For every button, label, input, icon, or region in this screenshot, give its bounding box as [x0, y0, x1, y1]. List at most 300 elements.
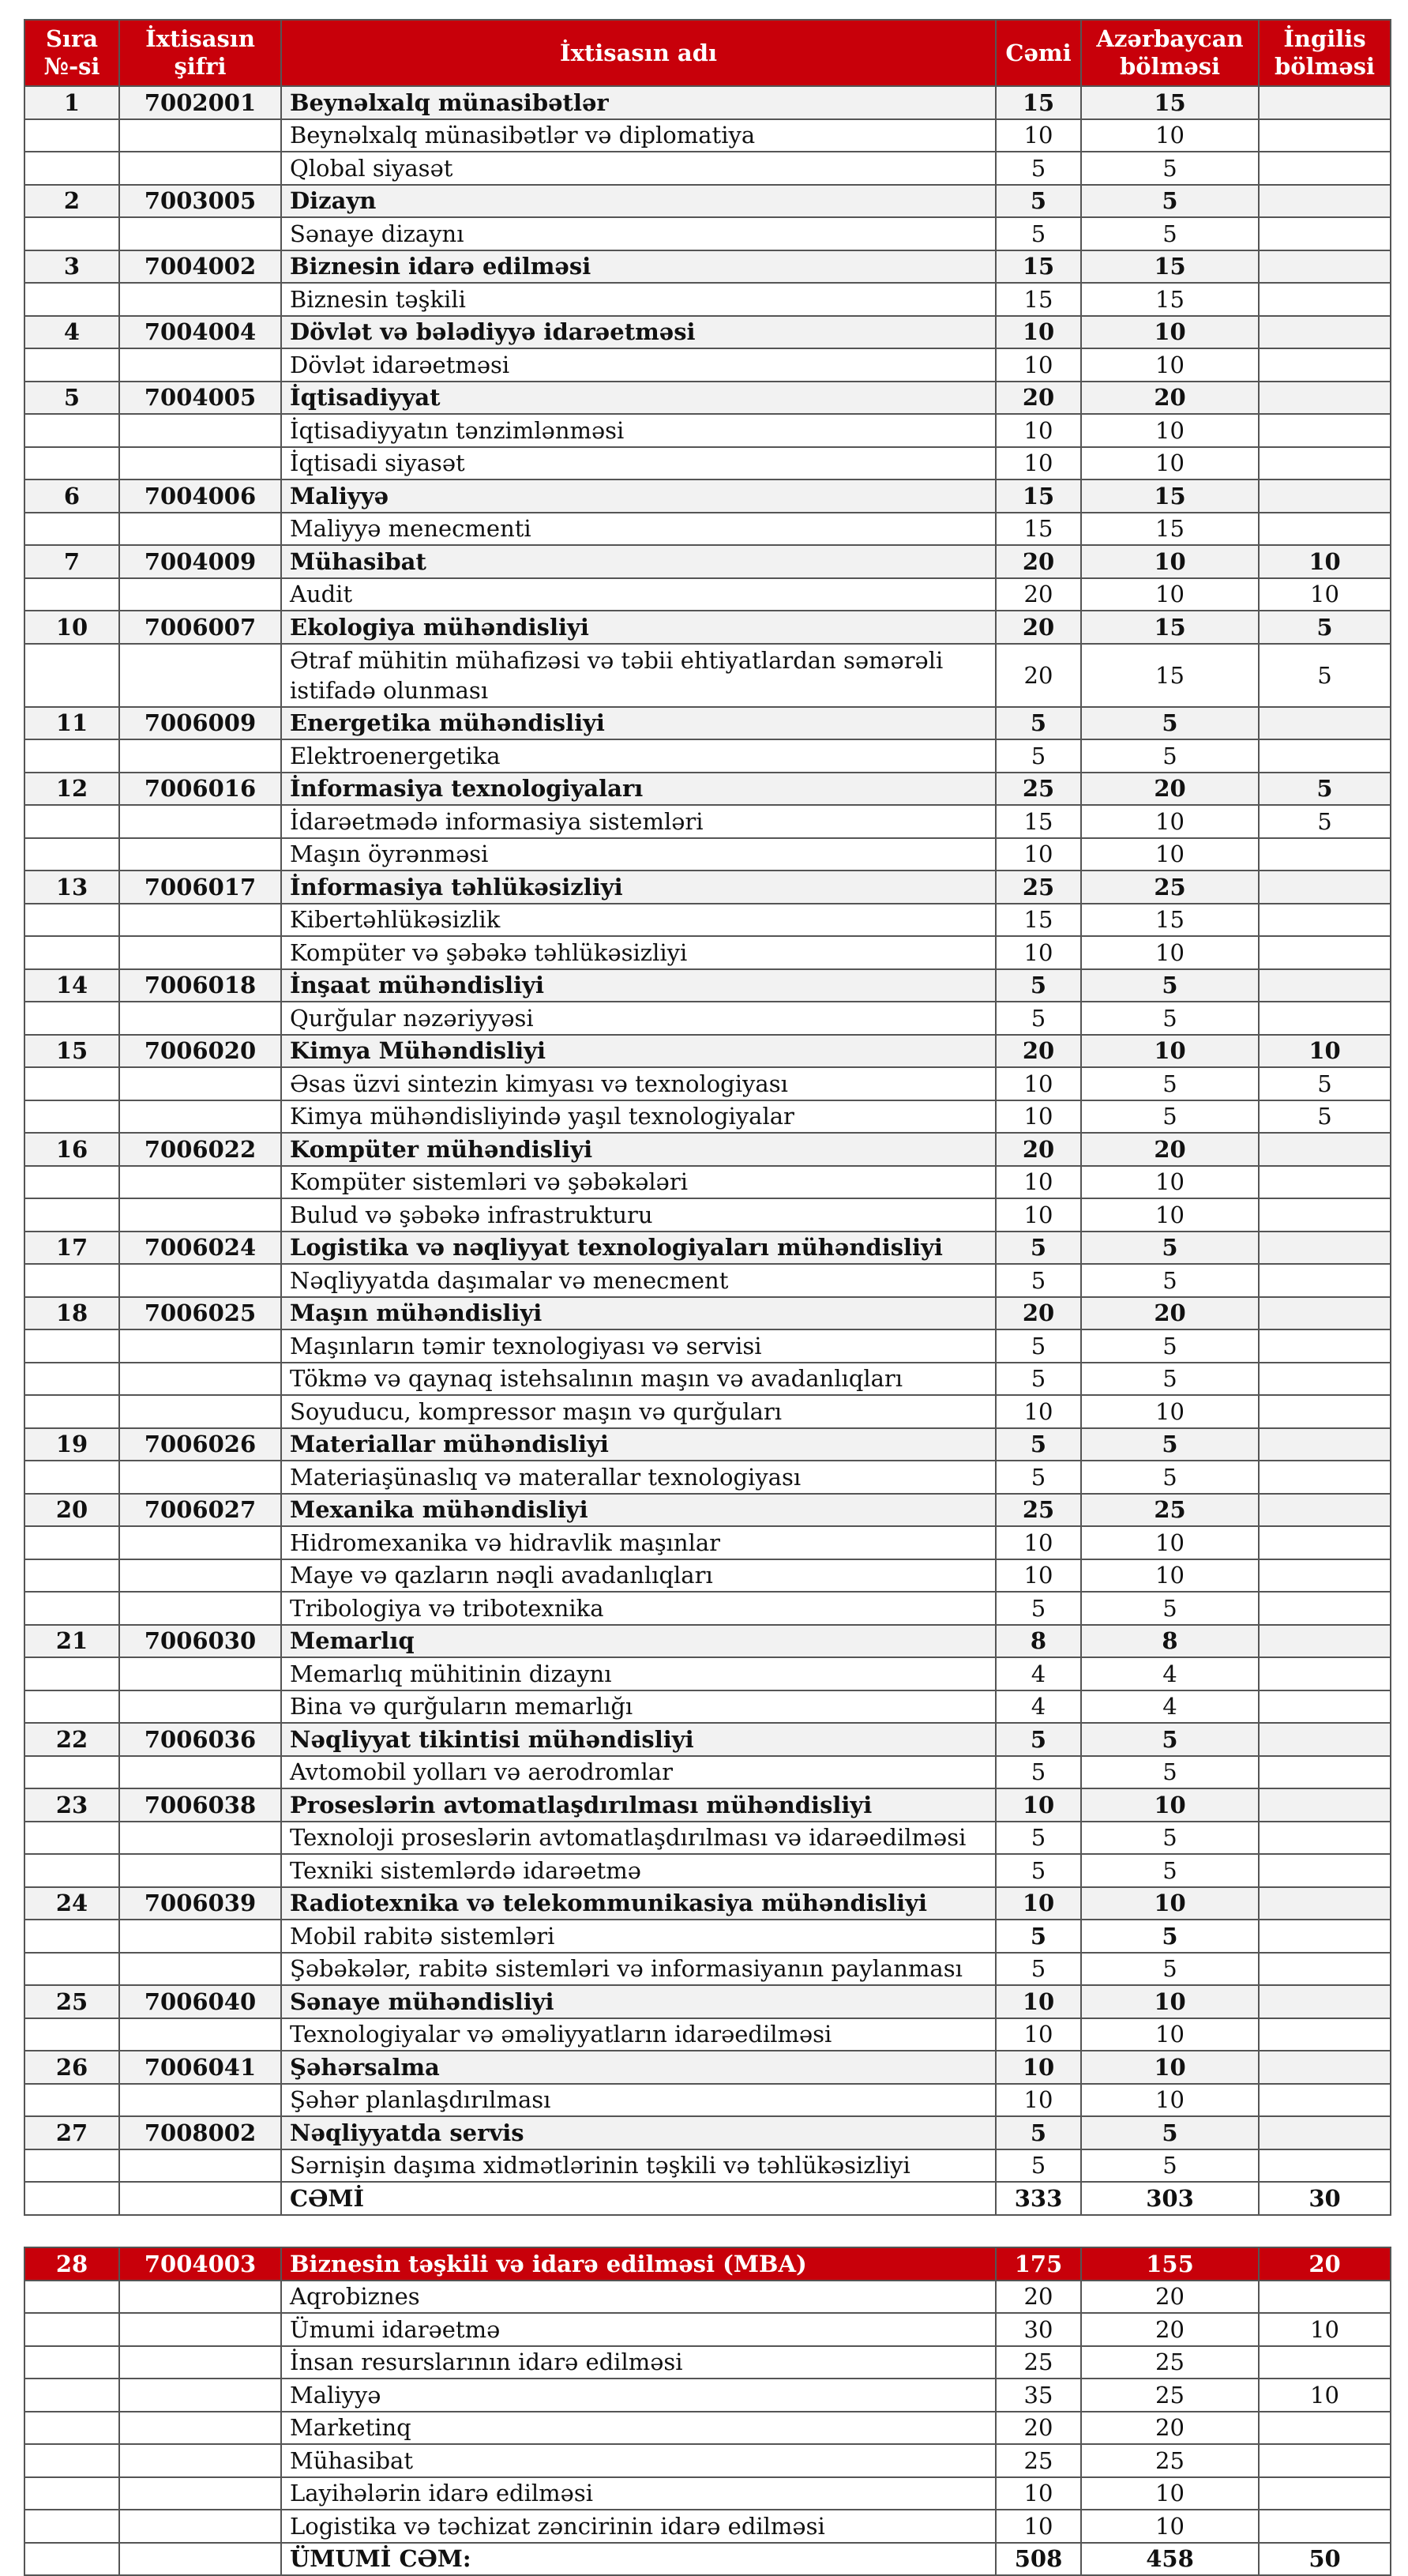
specialty-code-cell: 7006007 — [119, 611, 281, 644]
azerbaijani-section-cell: 5 — [1081, 1428, 1259, 1461]
specialty-name-cell: Ümumi idarəetmə — [281, 2313, 996, 2346]
specialization-row — [24, 1822, 1391, 1855]
english-section-cell — [1259, 904, 1391, 937]
total-cell: 20 — [996, 382, 1081, 415]
azerbaijani-section-cell: 8 — [1081, 1625, 1259, 1658]
specialty-name-cell: İqtisadi siyasət — [281, 447, 996, 480]
english-section-cell — [1259, 1625, 1391, 1658]
specialty-name-cell: Şəhər planlaşdırılması — [281, 2084, 996, 2117]
english-section-cell — [1259, 217, 1391, 250]
specialty-code-cell: 7008002 — [119, 2116, 281, 2149]
specialty-row — [24, 707, 1391, 740]
azerbaijani-section-cell: 10 — [1081, 447, 1259, 480]
specialty-name-cell: Maliyyə — [281, 479, 996, 513]
row-number-cell — [24, 1854, 119, 1887]
total-cell: 175 — [996, 2247, 1081, 2281]
total-row — [24, 2543, 1391, 2576]
specialty-code-cell: 7006036 — [119, 1723, 281, 1756]
total-cell: 20 — [996, 545, 1081, 578]
specialty-code-cell — [119, 1461, 281, 1494]
specialty-code-cell — [119, 1559, 281, 1593]
total-cell: 5 — [996, 1329, 1081, 1363]
specialty-row — [24, 1494, 1391, 1527]
specialty-code-cell: 7003005 — [119, 185, 281, 218]
specialization-row — [24, 414, 1391, 447]
azerbaijani-section-cell: 5 — [1081, 1264, 1259, 1297]
row-number-cell — [24, 414, 119, 447]
row-number-cell — [24, 513, 119, 546]
english-section-cell — [1259, 479, 1391, 513]
specialty-code-cell — [119, 2149, 281, 2183]
specialization-row — [24, 2149, 1391, 2183]
specialty-name-cell: Maşın mühəndisliyi — [281, 1297, 996, 1330]
english-section-cell: 30 — [1259, 2182, 1391, 2215]
specialty-row — [24, 185, 1391, 218]
specialization-row — [24, 1920, 1391, 1953]
total-cell: 5 — [996, 1592, 1081, 1625]
specialty-name-cell: Memarlıq — [281, 1625, 996, 1658]
specialty-code-cell — [119, 2018, 281, 2051]
azerbaijani-section-cell: 20 — [1081, 773, 1259, 806]
specialty-code-cell: 7004003 — [119, 2247, 281, 2281]
row-number-cell — [24, 2346, 119, 2379]
specialty-name-cell: Kibertəhlükəsizlik — [281, 904, 996, 937]
specialty-code-cell — [119, 1953, 281, 1986]
specialization-row — [24, 1198, 1391, 1232]
specialty-name-cell: Dövlət idarəetməsi — [281, 348, 996, 382]
specialty-code-cell: 7004009 — [119, 545, 281, 578]
azerbaijani-section-cell: 10 — [1081, 578, 1259, 611]
azerbaijani-section-cell: 25 — [1081, 2379, 1259, 2412]
specialty-code-cell: 7006017 — [119, 871, 281, 904]
specialty-code-cell — [119, 2346, 281, 2379]
specialty-code-cell — [119, 1526, 281, 1559]
specialty-code-cell — [119, 1822, 281, 1855]
total-cell: 25 — [996, 773, 1081, 806]
row-number-cell — [24, 152, 119, 185]
specialty-name-cell: Memarlıq mühitinin dizaynı — [281, 1657, 996, 1690]
specialty-code-cell — [119, 1690, 281, 1724]
total-cell: 5 — [996, 1363, 1081, 1396]
section-gap — [24, 2215, 1391, 2248]
azerbaijani-section-cell: 10 — [1081, 1887, 1259, 1920]
azerbaijani-section-cell: 5 — [1081, 2149, 1259, 2183]
specialty-row — [24, 1985, 1391, 2018]
total-cell: 35 — [996, 2379, 1081, 2412]
row-number-cell — [24, 2084, 119, 2117]
english-section-cell: 5 — [1259, 1100, 1391, 1134]
specialty-name-cell: Layihələrin idarə edilməsi — [281, 2477, 996, 2510]
specialization-row — [24, 152, 1391, 185]
row-number-cell — [24, 1002, 119, 1035]
specialty-code-cell — [119, 1329, 281, 1363]
specialty-name-cell: Nəqliyyat tikintisi mühəndisliyi — [281, 1723, 996, 1756]
azerbaijani-section-cell: 5 — [1081, 1723, 1259, 1756]
specialty-name-cell: İnformasiya təhlükəsizliyi — [281, 871, 996, 904]
row-number-cell: 15 — [24, 1035, 119, 1068]
total-cell: 20 — [996, 1035, 1081, 1068]
specialization-row — [24, 1756, 1391, 1789]
row-number-cell: 22 — [24, 1723, 119, 1756]
total-cell: 15 — [996, 479, 1081, 513]
specialty-row — [24, 316, 1391, 349]
english-section-cell — [1259, 1329, 1391, 1363]
specialty-code-cell — [119, 1920, 281, 1953]
azerbaijani-section-cell: 20 — [1081, 1133, 1259, 1166]
specialty-name-cell: Marketinq — [281, 2412, 996, 2445]
english-section-cell — [1259, 969, 1391, 1002]
specialty-name-cell: Əsas üzvi sintezin kimyası və texnologiyası — [281, 1067, 996, 1100]
specialty-row — [24, 1723, 1391, 1756]
english-section-cell — [1259, 1297, 1391, 1330]
specialization-row — [24, 1166, 1391, 1199]
total-cell: 5 — [996, 739, 1081, 773]
specialty-code-cell: 7006026 — [119, 1428, 281, 1461]
azerbaijani-section-cell: 15 — [1081, 283, 1259, 316]
azerbaijani-section-cell: 15 — [1081, 611, 1259, 644]
specialty-name-cell: Şəbəkələr, rabitə sistemləri və informasiyanın paylanması — [281, 1953, 996, 1986]
specialization-row — [24, 348, 1391, 382]
header-row-number: Sıra №-si — [24, 20, 119, 86]
row-number-cell — [24, 1657, 119, 1690]
azerbaijani-section-cell: 15 — [1081, 86, 1259, 119]
specialty-name-cell: Maşın öyrənməsi — [281, 838, 996, 871]
specialization-row — [24, 2313, 1391, 2346]
specialty-row — [24, 86, 1391, 119]
english-section-cell: 10 — [1259, 545, 1391, 578]
english-section-cell: 10 — [1259, 2313, 1391, 2346]
specialty-name-cell: İqtisadiyyatın tənzimlənməsi — [281, 414, 996, 447]
total-cell: 10 — [996, 1395, 1081, 1428]
english-section-cell — [1259, 2084, 1391, 2117]
row-number-cell — [24, 1395, 119, 1428]
specialty-name-cell: Dizayn — [281, 185, 996, 218]
specialization-row — [24, 578, 1391, 611]
specialty-name-cell: Mühasibat — [281, 2444, 996, 2477]
specialty-name-cell: Energetika mühəndisliyi — [281, 707, 996, 740]
specialty-code-cell: 7004006 — [119, 479, 281, 513]
row-number-cell — [24, 805, 119, 838]
specialization-row — [24, 1264, 1391, 1297]
specialization-row — [24, 2346, 1391, 2379]
specialty-row — [24, 382, 1391, 415]
total-cell: 333 — [996, 2182, 1081, 2215]
specialty-name-cell: Sərnişin daşıma xidmətlərinin təşkili və təhlükəsizliyi — [281, 2149, 996, 2183]
row-number-cell — [24, 2444, 119, 2477]
azerbaijani-section-cell: 10 — [1081, 2051, 1259, 2084]
total-cell: 10 — [996, 1067, 1081, 1100]
specialty-code-cell — [119, 904, 281, 937]
azerbaijani-section-cell: 10 — [1081, 316, 1259, 349]
header-total: Cəmi — [996, 20, 1081, 86]
specialty-name-cell: İdarəetmədə informasiya sistemləri — [281, 805, 996, 838]
row-number-cell — [24, 1526, 119, 1559]
total-cell: 10 — [996, 414, 1081, 447]
specialty-name-cell: Şəhərsalma — [281, 2051, 996, 2084]
azerbaijani-section-cell: 25 — [1081, 2346, 1259, 2379]
azerbaijani-section-cell: 10 — [1081, 1526, 1259, 1559]
total-cell: 5 — [996, 969, 1081, 1002]
specialization-row — [24, 1461, 1391, 1494]
row-number-cell — [24, 2018, 119, 2051]
azerbaijani-section-cell: 10 — [1081, 2084, 1259, 2117]
specialty-code-cell — [119, 414, 281, 447]
specialty-name-cell: Dövlət və bələdiyyə idarəetməsi — [281, 316, 996, 349]
azerbaijani-section-cell: 5 — [1081, 1822, 1259, 1855]
specialization-row — [24, 1953, 1391, 1986]
specialty-row — [24, 2051, 1391, 2084]
english-section-cell — [1259, 2051, 1391, 2084]
specialization-row — [24, 119, 1391, 152]
row-number-cell: 5 — [24, 382, 119, 415]
english-section-cell — [1259, 2510, 1391, 2543]
specialty-name-cell: Tökmə və qaynaq istehsalının maşın və avadanlıqları — [281, 1363, 996, 1396]
specialty-code-cell: 7004005 — [119, 382, 281, 415]
specialization-row — [24, 513, 1391, 546]
specialty-code-cell — [119, 1363, 281, 1396]
row-number-cell — [24, 1264, 119, 1297]
english-section-cell — [1259, 838, 1391, 871]
specialization-row — [24, 1657, 1391, 1690]
specialty-row — [24, 871, 1391, 904]
english-section-cell — [1259, 2018, 1391, 2051]
english-section-cell — [1259, 2444, 1391, 2477]
total-cell: 10 — [996, 838, 1081, 871]
specialty-code-cell: 7006027 — [119, 1494, 281, 1527]
specialty-name-cell: Radiotexnika və telekommunikasiya mühəndisliyi — [281, 1887, 996, 1920]
total-cell: 5 — [996, 2149, 1081, 2183]
azerbaijani-section-cell: 10 — [1081, 1035, 1259, 1068]
specialty-name-cell: Biznesin idarə edilməsi — [281, 250, 996, 284]
specialty-name-cell: Ekologiya mühəndisliyi — [281, 611, 996, 644]
specialty-name-cell: Mühasibat — [281, 545, 996, 578]
english-section-cell — [1259, 1232, 1391, 1265]
row-number-cell — [24, 447, 119, 480]
specialty-code-cell — [119, 1657, 281, 1690]
specialty-code-cell — [119, 578, 281, 611]
english-section-cell — [1259, 2149, 1391, 2183]
specialty-code-cell: 7006039 — [119, 1887, 281, 1920]
specialty-name-cell: Kimya Mühəndisliyi — [281, 1035, 996, 1068]
english-section-cell: 5 — [1259, 644, 1391, 707]
specialty-code-cell — [119, 2444, 281, 2477]
specialty-row — [24, 1428, 1391, 1461]
specialty-name-cell: Tribologiya və tribotexnika — [281, 1592, 996, 1625]
row-number-cell: 14 — [24, 969, 119, 1002]
specialty-code-cell: 7006016 — [119, 773, 281, 806]
specialty-name-cell: Logistika və nəqliyyat texnologiyaları mühəndisliyi — [281, 1232, 996, 1265]
azerbaijani-section-cell: 10 — [1081, 1198, 1259, 1232]
total-cell: 5 — [996, 2116, 1081, 2149]
azerbaijani-section-cell: 5 — [1081, 1854, 1259, 1887]
specialty-row — [24, 773, 1391, 806]
specialty-row — [24, 479, 1391, 513]
total-cell: 5 — [996, 1002, 1081, 1035]
specialty-name-cell: Maşınların təmir texnologiyası və servisi — [281, 1329, 996, 1363]
english-section-cell: 20 — [1259, 2247, 1391, 2281]
specialty-code-cell — [119, 2510, 281, 2543]
row-number-cell: 23 — [24, 1788, 119, 1822]
azerbaijani-section-cell: 5 — [1081, 1920, 1259, 1953]
specialization-row — [24, 2510, 1391, 2543]
azerbaijani-section-cell: 10 — [1081, 1559, 1259, 1593]
specialty-name-cell: İnsan resurslarının idarə edilməsi — [281, 2346, 996, 2379]
specialization-row — [24, 1329, 1391, 1363]
specialty-code-cell — [119, 2543, 281, 2576]
specialty-code-cell — [119, 2182, 281, 2215]
specialty-name-cell: ÜMUMİ CƏM: — [281, 2543, 996, 2576]
specialty-row — [24, 2116, 1391, 2149]
azerbaijani-section-cell: 20 — [1081, 1297, 1259, 1330]
total-cell: 25 — [996, 2346, 1081, 2379]
total-cell: 20 — [996, 611, 1081, 644]
header-english-section: İngilis bölməsi — [1259, 20, 1391, 86]
azerbaijani-section-cell: 5 — [1081, 1592, 1259, 1625]
azerbaijani-section-cell: 20 — [1081, 2412, 1259, 2445]
specialty-code-cell — [119, 2084, 281, 2117]
english-section-cell — [1259, 1166, 1391, 1199]
specialty-name-cell: Biznesin təşkili — [281, 283, 996, 316]
specialty-code-cell: 7006038 — [119, 1788, 281, 1822]
row-number-cell: 20 — [24, 1494, 119, 1527]
specialization-row — [24, 447, 1391, 480]
specialty-name-cell: Kompüter və şəbəkə təhlükəsizliyi — [281, 936, 996, 969]
total-cell: 10 — [996, 1166, 1081, 1199]
english-section-cell — [1259, 119, 1391, 152]
english-section-cell — [1259, 739, 1391, 773]
row-number-cell: 2 — [24, 185, 119, 218]
specialty-code-cell — [119, 936, 281, 969]
azerbaijani-section-cell: 20 — [1081, 2313, 1259, 2346]
row-number-cell — [24, 1592, 119, 1625]
specialization-row — [24, 1690, 1391, 1724]
specialization-row — [24, 283, 1391, 316]
specialty-row — [24, 1232, 1391, 1265]
specialty-code-cell — [119, 1166, 281, 1199]
total-cell: 10 — [996, 2477, 1081, 2510]
total-cell: 5 — [996, 1822, 1081, 1855]
row-number-cell: 10 — [24, 611, 119, 644]
row-number-cell: 6 — [24, 479, 119, 513]
total-cell: 15 — [996, 805, 1081, 838]
specialty-name-cell: Mobil rabitə sistemləri — [281, 1920, 996, 1953]
specialty-name-cell: Hidromexanika və hidravlik maşınlar — [281, 1526, 996, 1559]
row-number-cell — [24, 1100, 119, 1134]
specialty-code-cell — [119, 217, 281, 250]
azerbaijani-section-cell: 5 — [1081, 1100, 1259, 1134]
english-section-cell — [1259, 1002, 1391, 1035]
specialty-code-cell — [119, 1854, 281, 1887]
row-number-cell — [24, 578, 119, 611]
english-section-cell — [1259, 1788, 1391, 1822]
english-section-cell — [1259, 2346, 1391, 2379]
specialization-row — [24, 1592, 1391, 1625]
specialty-row — [24, 250, 1391, 284]
specialty-row — [24, 1133, 1391, 1166]
specialty-row — [24, 545, 1391, 578]
english-section-cell — [1259, 86, 1391, 119]
specialty-name-cell: Kompüter mühəndisliyi — [281, 1133, 996, 1166]
total-cell: 15 — [996, 250, 1081, 284]
english-section-cell: 5 — [1259, 805, 1391, 838]
total-cell: 5 — [996, 1461, 1081, 1494]
specialization-row — [24, 838, 1391, 871]
row-number-cell — [24, 1953, 119, 1986]
azerbaijani-section-cell: 4 — [1081, 1690, 1259, 1724]
english-section-cell: 5 — [1259, 1067, 1391, 1100]
english-section-cell — [1259, 871, 1391, 904]
total-cell: 5 — [996, 217, 1081, 250]
azerbaijani-section-cell: 10 — [1081, 2477, 1259, 2510]
total-cell: 10 — [996, 447, 1081, 480]
specialization-row — [24, 739, 1391, 773]
specialty-code-cell: 7006041 — [119, 2051, 281, 2084]
table-body — [24, 86, 1391, 2575]
specialty-code-cell: 7006009 — [119, 707, 281, 740]
total-cell: 10 — [996, 1198, 1081, 1232]
specialty-code-cell — [119, 2477, 281, 2510]
total-cell: 20 — [996, 1133, 1081, 1166]
specialty-code-cell: 7004002 — [119, 250, 281, 284]
specialization-row — [24, 217, 1391, 250]
azerbaijani-section-cell: 10 — [1081, 936, 1259, 969]
specialization-row — [24, 2412, 1391, 2445]
total-cell: 20 — [996, 2281, 1081, 2314]
total-cell: 10 — [996, 119, 1081, 152]
specialty-code-cell — [119, 283, 281, 316]
azerbaijani-section-cell: 10 — [1081, 1985, 1259, 2018]
specialty-row — [24, 1625, 1391, 1658]
english-section-cell — [1259, 1657, 1391, 1690]
specialization-row — [24, 2281, 1391, 2314]
header-specialty-name: İxtisasın adı — [281, 20, 996, 86]
specialty-code-cell — [119, 2412, 281, 2445]
specialization-row — [24, 644, 1391, 707]
english-section-cell — [1259, 1395, 1391, 1428]
english-section-cell — [1259, 250, 1391, 284]
english-section-cell: 5 — [1259, 611, 1391, 644]
total-row — [24, 2182, 1391, 2215]
specialization-row — [24, 2444, 1391, 2477]
specialty-name-cell: Avtomobil yolları və aerodromlar — [281, 1756, 996, 1789]
azerbaijani-section-cell: 20 — [1081, 382, 1259, 415]
specialty-name-cell: Elektroenergetika — [281, 739, 996, 773]
azerbaijani-section-cell: 5 — [1081, 152, 1259, 185]
specialization-row — [24, 2018, 1391, 2051]
total-cell: 20 — [996, 1297, 1081, 1330]
azerbaijani-section-cell: 5 — [1081, 1363, 1259, 1396]
specialty-name-cell: Bulud və şəbəkə infrastrukturu — [281, 1198, 996, 1232]
azerbaijani-section-cell: 10 — [1081, 348, 1259, 382]
english-section-cell — [1259, 1264, 1391, 1297]
total-cell: 25 — [996, 2444, 1081, 2477]
total-cell: 15 — [996, 86, 1081, 119]
specialty-code-cell — [119, 2313, 281, 2346]
azerbaijani-section-cell: 5 — [1081, 1067, 1259, 1100]
row-number-cell: 12 — [24, 773, 119, 806]
specialty-name-cell: Sənaye dizaynı — [281, 217, 996, 250]
english-section-cell — [1259, 1854, 1391, 1887]
specialty-name-cell: Kimya mühəndisliyində yaşıl texnologiyalar — [281, 1100, 996, 1134]
english-section-cell — [1259, 152, 1391, 185]
total-cell: 5 — [996, 1264, 1081, 1297]
row-number-cell — [24, 1559, 119, 1593]
azerbaijani-section-cell: 10 — [1081, 1166, 1259, 1199]
specialty-code-cell — [119, 152, 281, 185]
azerbaijani-section-cell: 25 — [1081, 2444, 1259, 2477]
specialty-table — [24, 19, 1391, 2576]
specialty-name-cell: Ətraf mühitin mühafizəsi və təbii ehtiyatlardan səmərəli istifadə olunması — [281, 644, 996, 707]
